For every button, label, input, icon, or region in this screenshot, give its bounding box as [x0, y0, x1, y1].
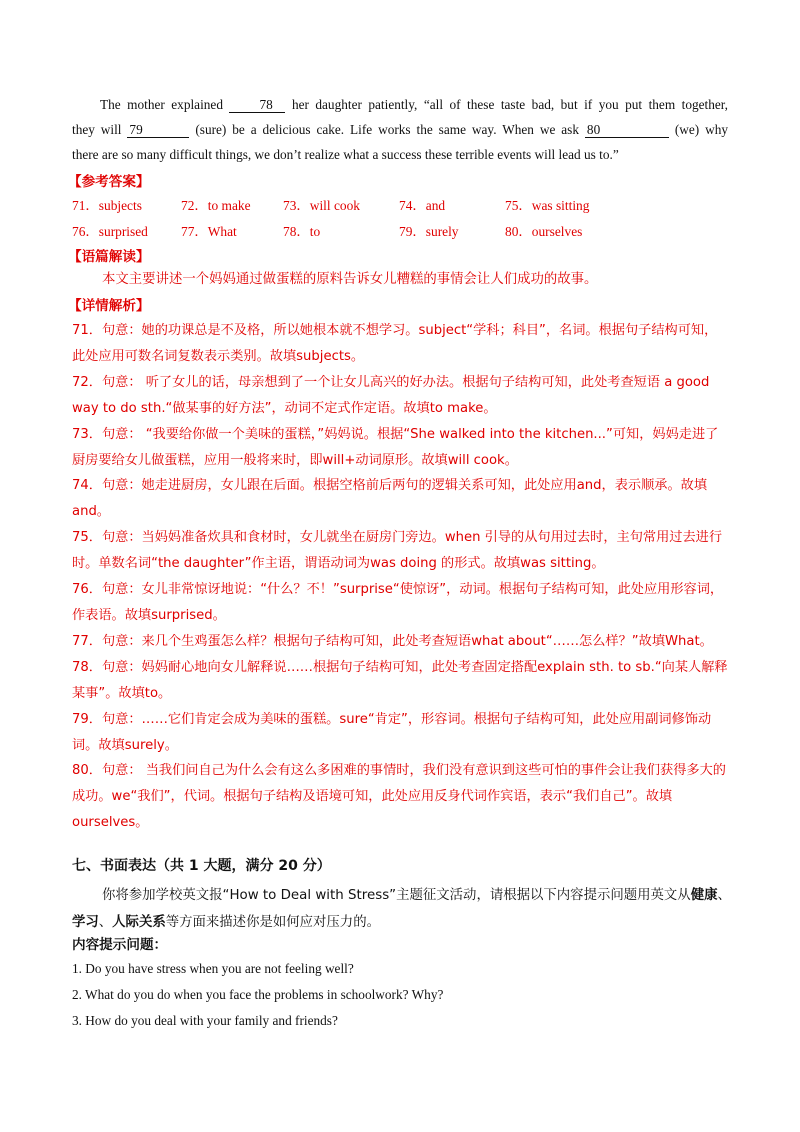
passage-text: (sure) be a delicious cake. Life works the same way. When we ask: [195, 122, 579, 137]
passage-line-2: [72, 117, 728, 142]
explanation-75: 75．句意：当妈妈准备炊具和食材时，女儿就坐在厨房门旁边。when 引导的从句用过去时，主句常用过去进行时。单数名词“the daughter”作主语，谓语动词为was doing 的形式。故填was sitting。: [72, 530, 723, 572]
explanation-73: 73．句意： “我要给你做一个美味的蛋糕，”妈妈说。根据“She walked into the kitchen...”可知，妈妈走进了厨房要给女儿做蛋糕，应用一般将来时，即will+动词原形。故填will cook。: [72, 426, 719, 468]
explanation-74: 74．句意：她走进厨房，女儿跟在后面。根据空格前后两句的逻辑关系可知，此处应用and，表示顺承。故填and。: [72, 478, 708, 520]
passage-line-3: there are so many difficult things, we don’t realize what a success these terrible events will lead us to.”: [72, 147, 619, 162]
explanation-80: 80．句意： 当我们问自己为什么会有这么多困难的事情时，我们没有意识到这些可怕的事件会让我们获得多大的成功。we“我们”，代词。根据句子结构及语境可知，此处应用反身代词作宾语，表示“我们自己”。故填ourselves。: [72, 763, 726, 831]
question-1: 1. Do you have stress when you are not feeling well?: [72, 961, 354, 976]
passage-text: they will: [72, 122, 122, 137]
answer-73: 73．will cook: [283, 198, 360, 213]
hint-title: 内容提示问题：: [72, 937, 168, 953]
detail-heading: 【详情解析】: [68, 298, 150, 314]
reading-heading: 【语篇解读】: [68, 249, 150, 265]
cloze-passage: [72, 92, 728, 167]
writing-instructions: [72, 882, 732, 936]
keyword-study: 学习: [72, 915, 99, 930]
answer-heading: 【参考答案】: [68, 174, 150, 190]
blank-78: 78: [229, 97, 285, 113]
passage-text: The mother explained: [100, 97, 223, 112]
answer-74: 74．and: [399, 198, 446, 213]
writing-intro: [72, 882, 732, 936]
passage-text: (we) why: [674, 122, 729, 137]
section-title: 七、书面表达（共 1 大题，满分 20 分）: [72, 858, 331, 874]
answer-71: 71．subjects: [72, 198, 142, 213]
explanation-72: 72．句意： 听了女儿的话，母亲想到了一个让女儿高兴的好办法。根据句子结构可知，此处考查短语 a good way to do sth.“做某事的好方法”，动词不定式作定语。故填to make。: [72, 374, 710, 416]
question-3: 3. How do you deal with your family and friends?: [72, 1013, 338, 1028]
question-2: 2. What do you do when you face the problems in schoolwork? Why?: [72, 987, 444, 1002]
intro-text: 你将参加学校英文报“How to Deal with Stress”主题征文活动，请根据以下内容提示问题用英文从: [102, 888, 691, 903]
answer-78: 78．to: [283, 224, 321, 239]
intro-text: 等方面来描述你是如何应对压力的。: [165, 915, 380, 930]
passage-line-1: [72, 92, 728, 117]
explanation-71: 71．句意：她的功课总是不及格，所以她根本就不想学习。subject“学科；科目”，名词。根据句子结构可知，此处应用可数名词复数表示类别。故填subjects。: [72, 323, 718, 364]
keyword-health: 健康: [690, 888, 718, 903]
detail-explanations: [72, 318, 728, 836]
blank-79: 79: [127, 122, 189, 138]
answer-72: 72．to make: [181, 198, 251, 213]
keyword-relationships: 人际关系: [112, 915, 166, 930]
reading-summary: 本文主要讲述一个妈妈通过做蛋糕的原料告诉女儿糟糕的事情会让人们成功的故事。: [102, 272, 598, 287]
answer-77: 77．What: [181, 224, 237, 239]
answer-76: 76．surprised: [72, 224, 148, 239]
hint-questions: [72, 956, 443, 1034]
answer-80: 80．ourselves: [505, 224, 583, 239]
answer-79: 79．surely: [399, 224, 459, 239]
answer-75: 75．was sitting: [505, 198, 590, 213]
blank-80: 80: [585, 122, 669, 138]
explanation-79: 79．句意：……它们肯定会成为美味的蛋糕。sure“肯定”，形容词。根据句子结构可知，此处应用副词修饰动词。故填surely。: [72, 711, 712, 753]
passage-text: her daughter patiently, “all of these taste bad, but if you put them together,: [291, 97, 728, 112]
explanation-76: 76．句意：女儿非常惊讶地说：“什么？不！”surprise“使惊讶”，动词。根据句子结构可知，此处应用形容词，作表语。故填surprised。: [72, 582, 724, 623]
separator: 、: [98, 915, 113, 930]
explanation-78: 78．句意：妈妈耐心地向女儿解释说……根据句子结构可知，此处考查固定搭配explain sth. to sb.“向某人解释某事”。故填to。: [72, 659, 728, 701]
explanation-77: 77．句意：来几个生鸡蛋怎么样？根据句子结构可知，此处考查短语what about“……怎么样？”故填What。: [72, 633, 713, 649]
separator: 、: [717, 888, 731, 903]
